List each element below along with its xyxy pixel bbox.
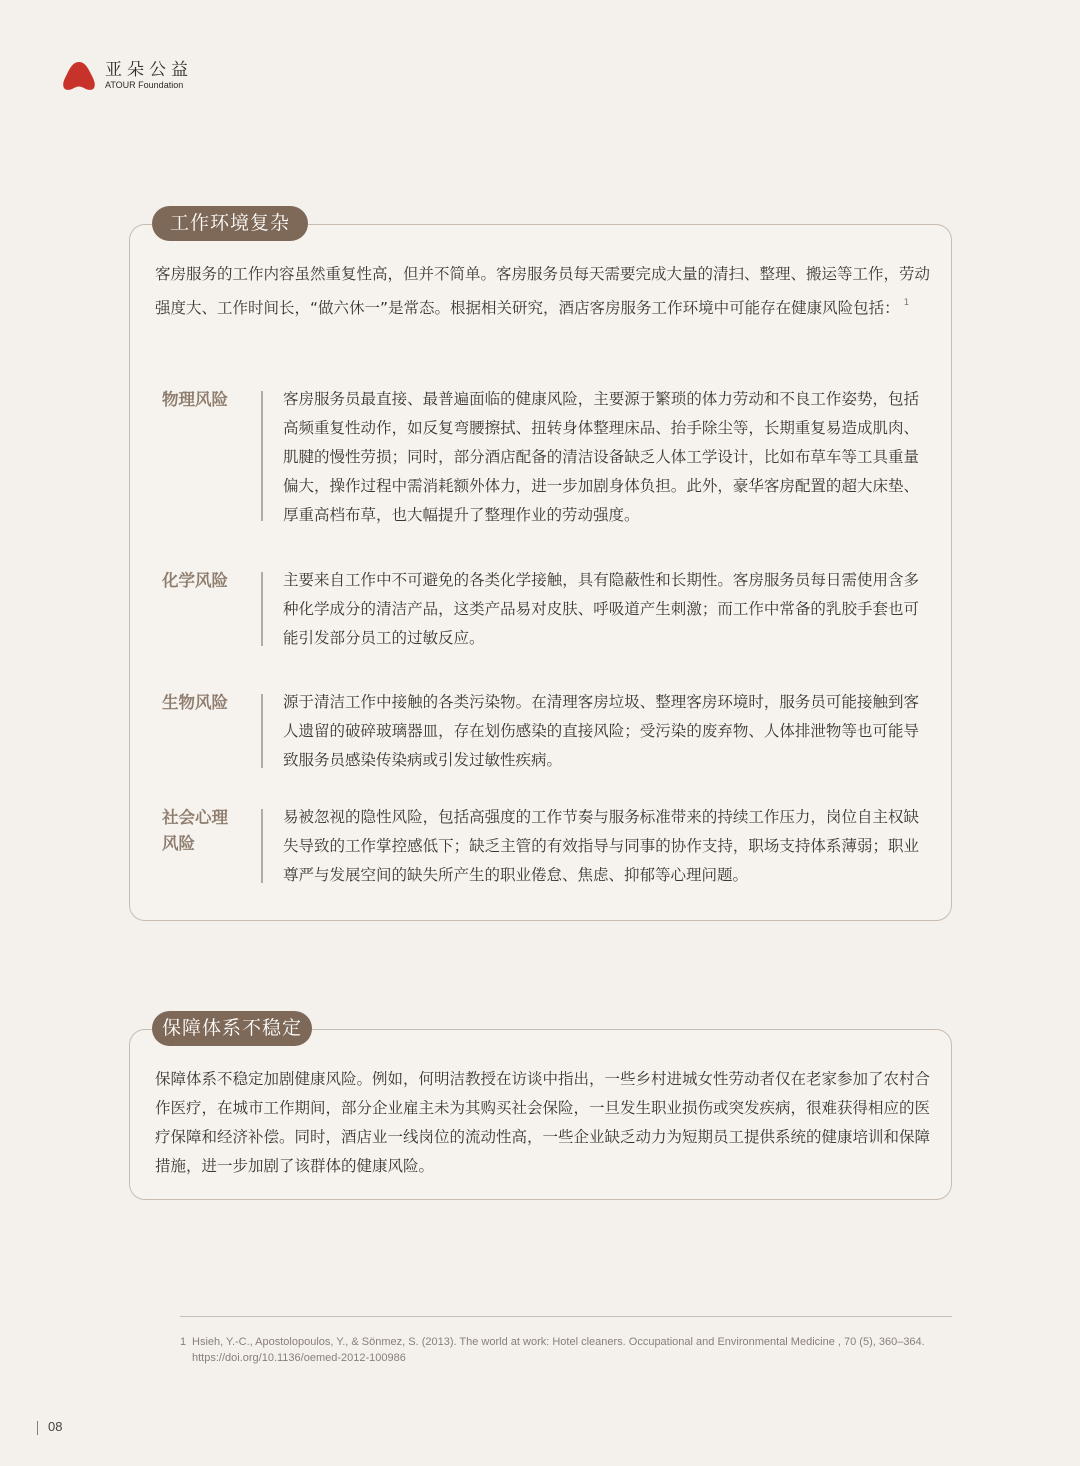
- atour-logo-icon: [62, 61, 96, 91]
- footnote-divider: [180, 1316, 952, 1317]
- intro-text: 客房服务的工作内容虽然重复性高，但并不简单。客房服务员每天需要完成大量的清扫、整理、搬运等工作，劳动强度大、工作时间长，“做六休一”是常态。根据相关研究，酒店客房服务工作环境中可能存在健康风险包括：: [155, 265, 931, 317]
- footnote-ref: 1: [903, 298, 910, 308]
- risk-label-chemical: 化学风险: [162, 571, 228, 590]
- section-tag-social-security: 保障体系不稳定: [152, 1011, 312, 1046]
- logo-english-name: ATOUR Foundation: [105, 80, 184, 90]
- section-tag-work-environment: 工作环境复杂: [152, 206, 308, 241]
- risk-text-biological: 源于清洁工作中接触的各类污染物。在清理客房垃圾、整理客房环境时，服务员可能接触到客人遗留的破碎玻璃器皿，存在划伤感染的直接风险；受污染的废弃物、人体排泄物等也可能导致服务员感染传染病或引发过敏性疾病。: [283, 693, 919, 769]
- footnote: [180, 1334, 960, 1366]
- risk-label-biological: 生物风险: [162, 693, 228, 712]
- logo-chinese-name: 亚朵公益: [105, 60, 193, 80]
- risk-label-psychosocial: 社会心理风险: [162, 808, 228, 853]
- risk-text-chemical: 主要来自工作中不可避免的各类化学接触，具有隐蔽性和长期性。客房服务员每日需使用含多种化学成分的清洁产品，这类产品易对皮肤、呼吸道产生刺激；而工作中常备的乳胶手套也可能引发部分员工的过敏反应。: [283, 571, 919, 647]
- logo: [62, 60, 193, 91]
- risk-label-physical: 物理风险: [162, 390, 228, 409]
- risk-divider: [261, 391, 263, 521]
- work-environment-intro: [155, 260, 930, 323]
- page-number-bar: [37, 1421, 38, 1435]
- risk-text-physical: 客房服务员最直接、最普遍面临的健康风险，主要源于繁琐的体力劳动和不良工作姿势，包括高频重复性动作，如反复弯腰擦拭、扭转身体整理床品、抬手除尘等，长期重复易造成肌肉、肌腱的慢性劳损；同时，部分酒店配备的清洁设备缺乏人体工学设计，比如布草车等工具重量偏大，操作过程中需消耗额外体力，进一步加剧身体负担。此外，豪华客房配置的超大床垫、厚重高档布草，也大幅提升了整理作业的劳动强度。: [283, 390, 919, 524]
- social-security-text: 保障体系不稳定加剧健康风险。例如，何明洁教授在访谈中指出，一些乡村进城女性劳动者仅在老家参加了农村合作医疗，在城市工作期间，部分企业雇主未为其购买社会保险，一旦发生职业损伤或突发疾病，很难获得相应的医疗保障和经济补偿。同时，酒店业一线岗位的流动性高，一些企业缺乏动力为短期员工提供系统的健康培训和保障措施，进一步加剧了该群体的健康风险。: [155, 1070, 931, 1175]
- page-number: 08: [48, 1419, 63, 1434]
- risk-divider: [261, 694, 263, 768]
- footnote-text: Hsieh, Y.-C., Apostolopoulos, Y., & Sönmez, S. (2013). The world at work: Hotel cleaners. Occupational and Environmental Medicine , 70 (5), 360–364. https://doi.org/10.1136/oemed-2012-100986: [192, 1336, 925, 1364]
- risk-divider: [261, 572, 263, 646]
- footnote-number: 1: [180, 1336, 187, 1348]
- risk-divider: [261, 809, 263, 883]
- risk-text-psychosocial: 易被忽视的隐性风险，包括高强度的工作节奏与服务标准带来的持续工作压力，岗位自主权缺失导致的工作掌控感低下；缺乏主管的有效指导与同事的协作支持，职场支持体系薄弱；职业尊严与发展空间的缺失所产生的职业倦怠、焦虑、抑郁等心理问题。: [283, 808, 919, 884]
